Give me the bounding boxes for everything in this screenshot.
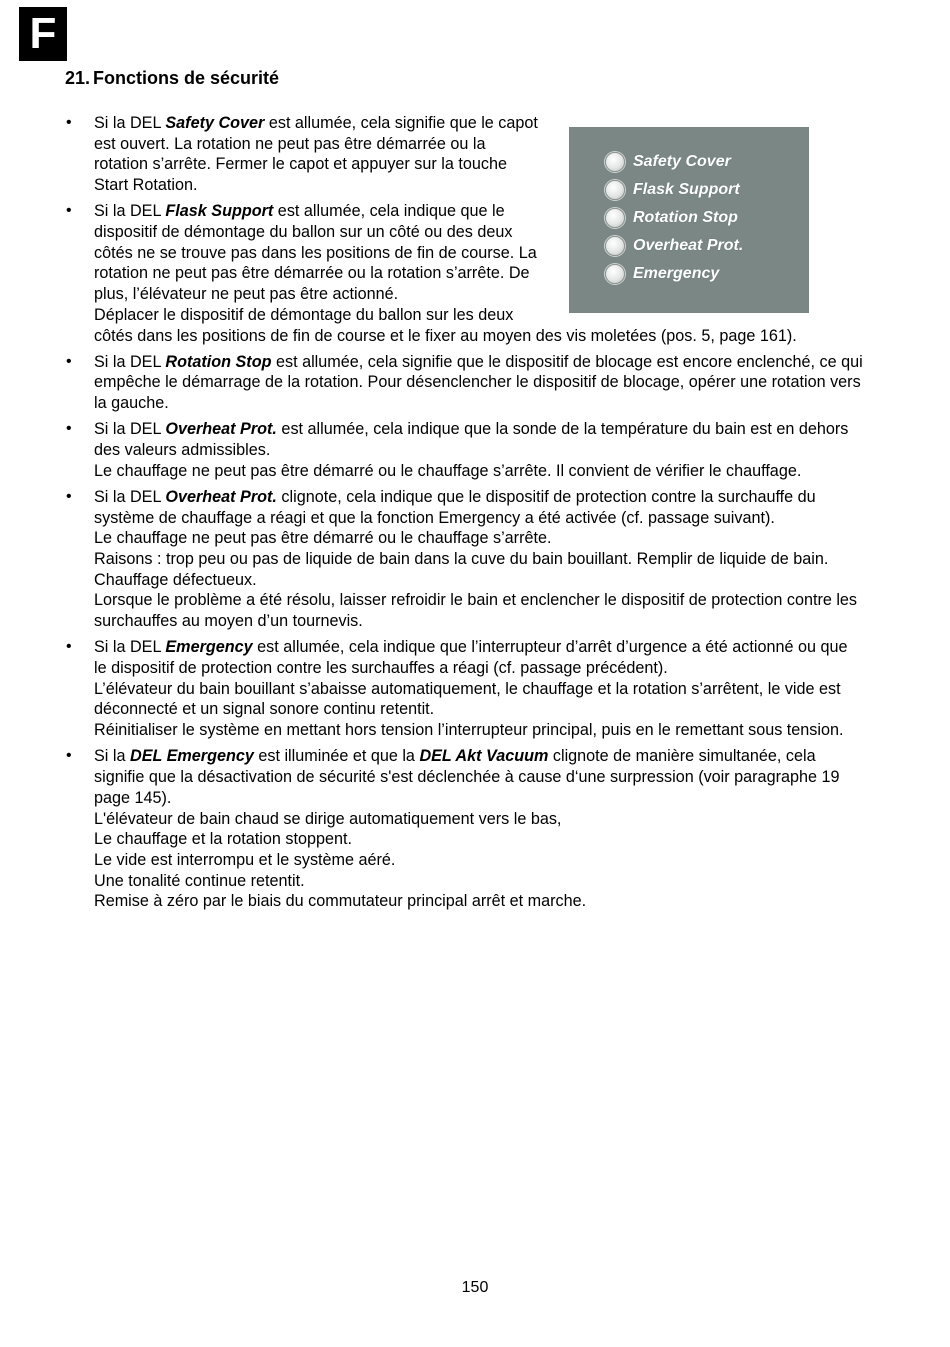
item-term: DEL Akt Vacuum	[419, 747, 549, 766]
item-term: Rotation Stop	[165, 352, 272, 371]
item-text: est allumée, cela signifie que le capot est ouvert. La rotation ne peut pas être démarrée ou la rotation s’arrête. Fermer le capot et appuyer sur la touche Start Rotation.	[94, 114, 538, 195]
item-extra: Le chauffage et la rotation stoppent.	[94, 830, 352, 849]
item-text: clignote de manière simultanée, cela signifie que la désactivation de sécurité s'est déclenchée à cause d‘une surpression (voir paragraphe 19 page 145).	[94, 747, 840, 807]
item-extra: L'élévateur de bain chaud se dirige automatiquement vers le bas,	[94, 809, 562, 828]
item-text: est allumée, cela signifie que le dispositif de blocage est encore enclenché, ce qui empêche le démarrage de la rotation. Pour désenclencher le dispositif de blocage, opérer une rotation vers la gauche.	[94, 352, 863, 413]
item-term: Emergency	[165, 638, 253, 657]
list-item-flask-support	[94, 201, 864, 346]
item-text: est allumée, cela indique que l’interrupteur d’arrêt d’urgence a été actionné ou que le dispositif de protection contre les surchauffes a réagi (cf. passage précédent).	[94, 638, 848, 678]
item-extra: Lorsque le problème a été résolu, laisser refroidir le bain et enclencher le dispositif de protection contre les surchauffes au moyen d’un tournevis.	[94, 591, 858, 631]
item-paragraph	[94, 113, 864, 196]
item-extra: Chauffage défectueux.	[94, 570, 257, 589]
section-title-text: Fonctions de sécurité	[93, 68, 280, 88]
item-lead: Si la DEL	[94, 352, 166, 371]
list-item-overheat-blink	[94, 487, 864, 632]
item-text: est allumée, cela indique que le dispositif de démontage du ballon sur un côté ou des deux côtés ne se trouve pas dans les positions de fin de course. La rotation ne peut pas être démarrée ou la rotation s’arrête. De plus, l’élévateur ne peut pas être actionné.	[94, 202, 537, 304]
item-extra: Remise à zéro par le biais du commutateur principal arrêt et marche.	[94, 892, 587, 911]
list-item-rotation-stop	[94, 352, 864, 414]
item-paragraph	[94, 201, 864, 305]
item-extra: Déplacer le dispositif de démontage du ballon sur les deux côtés dans les positions de fin de course et le fixer au moyen des vis moletées (pos. 5, page 161).	[94, 305, 797, 345]
item-text: est allumée, cela indique que la sonde de la température du bain est en dehors des valeurs admissibles.	[94, 420, 849, 460]
item-paragraph	[94, 746, 864, 808]
led-label-safety-cover: Safety Cover	[633, 153, 731, 170]
list-item-safety-cover	[94, 113, 864, 196]
item-extra: Une tonalité continue retentit.	[94, 871, 305, 890]
item-term: DEL Emergency	[130, 747, 254, 766]
item-paragraph	[94, 487, 864, 528]
led-label-emergency: Emergency	[633, 265, 720, 282]
page-number: 150	[461, 1279, 489, 1296]
list-item-emergency	[94, 637, 864, 741]
section-title	[65, 66, 279, 90]
item-lead: Si la DEL	[94, 487, 166, 506]
list-item-overheat-on	[94, 419, 864, 481]
item-lead: Si la	[94, 747, 130, 766]
item-extra: Le vide est interrompu et le système aéré.	[94, 850, 396, 869]
item-extra: Le chauffage ne peut pas être démarré ou le chauffage s’arrête. Il convient de vérifier le chauffage.	[94, 461, 802, 480]
item-lead: Si la DEL	[94, 202, 166, 221]
item-lead: Si la DEL	[94, 420, 166, 439]
item-extra: Raisons : trop peu ou pas de liquide de bain dans la cuve du bain bouillant. Remplir de liquide de bain.	[94, 550, 829, 569]
item-extra: Réinitialiser le système en mettant hors tension l’interrupteur principal, puis en le remettant sous tension.	[94, 721, 844, 740]
led-label-overheat-prot: Overheat Prot.	[633, 237, 744, 254]
item-text: clignote, cela indique que le dispositif de protection contre la surchauffe du système de chauffage a réagi et que la fonction Emergency a été activée (cf. passage suivant).	[94, 487, 816, 527]
item-term: Flask Support	[165, 202, 274, 221]
item-term: Safety Cover	[165, 114, 265, 132]
item-paragraph	[94, 352, 864, 414]
item-extra: L’élévateur du bain bouillant s’abaisse automatiquement, le chauffage et la rotation s’arrêtent, le vide est déconnecté et un signal sonore continu retentit.	[94, 679, 841, 719]
item-text: est illuminée et que la	[253, 747, 420, 766]
item-lead: Si la DEL	[94, 638, 166, 657]
item-paragraph	[94, 419, 864, 460]
language-tab: F	[19, 7, 67, 61]
section-number: 21.	[65, 68, 91, 88]
led-label-rotation-stop: Rotation Stop	[633, 209, 738, 226]
item-term: Overheat Prot.	[165, 420, 277, 439]
item-paragraph	[94, 637, 864, 678]
item-extra: Le chauffage ne peut pas être démarré ou le chauffage s’arrête.	[94, 529, 552, 548]
item-lead: Si la DEL	[94, 114, 166, 132]
led-label-flask-support: Flask Support	[633, 181, 740, 198]
list-item-emergency-vacuum	[94, 746, 864, 912]
safety-functions-list	[94, 113, 864, 918]
item-term: Overheat Prot.	[165, 487, 277, 506]
